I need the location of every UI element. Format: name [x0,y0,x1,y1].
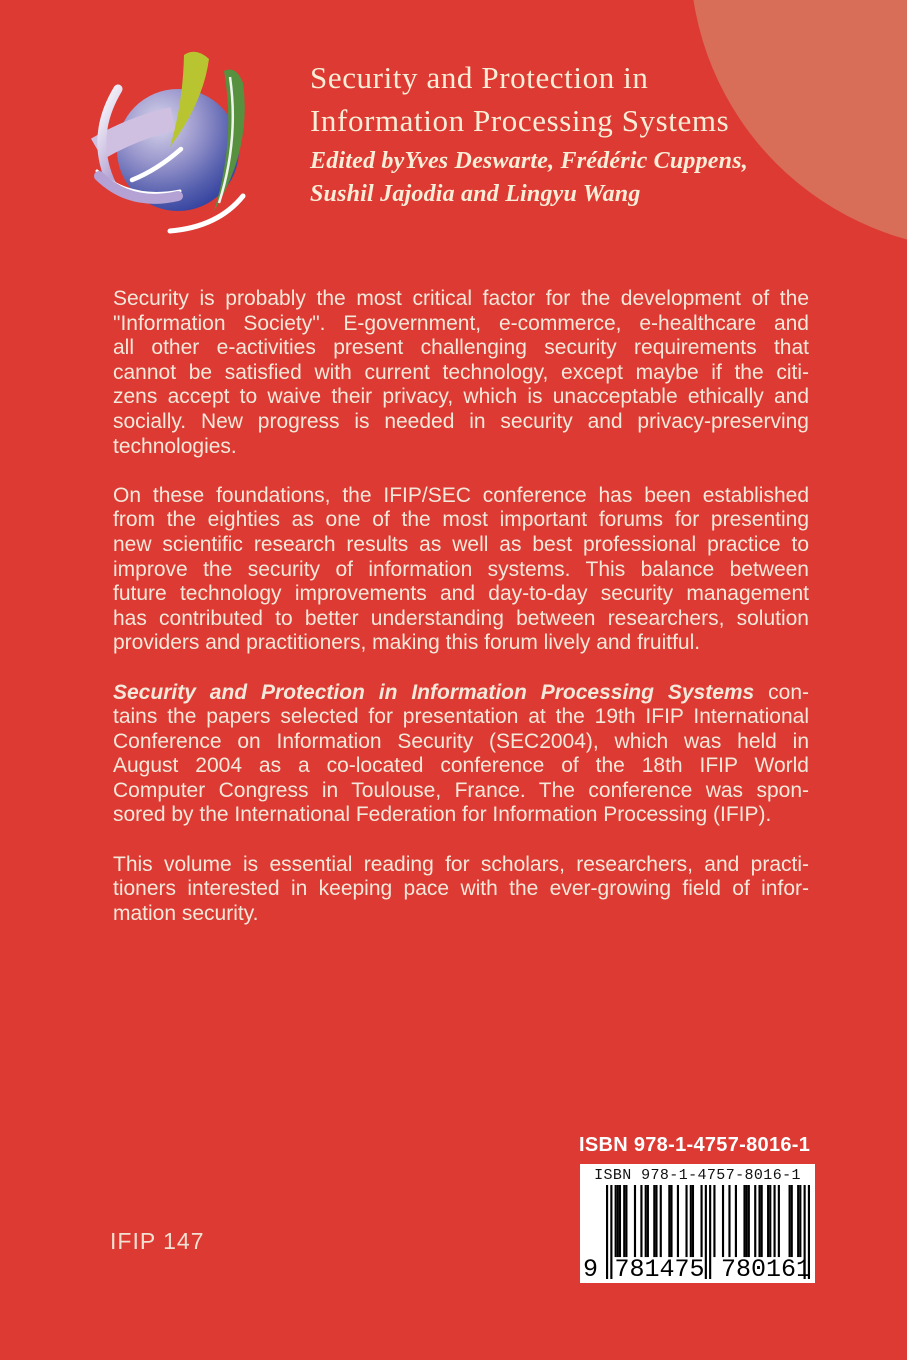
barcode-isbn-text: ISBN 978-1-4757-8016-1 [594,1167,801,1184]
isbn-label: ISBN 978-1-4757-8016-1 [579,1134,811,1156]
series-number: IFIP 147 [110,1228,205,1254]
editors-block [310,145,748,211]
text-line: tains the papers selected for presentation at the 19th IFIP International [113,705,809,729]
barcode-panel [580,1164,815,1283]
book-title-line-1: Security and Protection in [310,60,649,95]
editors-line-2: Sushil Jajodia and Lingyu Wang [310,181,641,207]
ifip-globe-logo [85,45,265,245]
barcode-digit-group: 9 [583,1255,599,1284]
text-line: This volume is essential reading for scholars, researchers, and practi- [113,852,809,876]
title-block [310,56,748,211]
text-line: technologies. [113,434,237,458]
text-line: mation security. [113,901,259,925]
text-line: socially. New progress is needed in security and privacy-preserving [113,409,809,433]
barcode-digits [583,1257,811,1283]
book-title-line-2: Information Processing Systems [310,103,730,138]
paragraph [113,681,809,829]
text-line: all other e-activities present challenging security requirements that [113,336,809,360]
text-line: cannot be satisfied with current technology, except maybe if the citi- [113,360,809,384]
text-line: zens accept to waive their privacy, which is unacceptable ethically and [113,385,809,409]
text-line: providers and practitioners, making this forum lively and fruitful. [113,631,701,655]
text-line: On these foundations, the IFIP/SEC conference has been established [113,483,809,507]
text-line: future technology improvements and day-to-day security management [113,582,809,606]
text-line: Conference on Information Security (SEC2004), which was held in [113,729,809,753]
text-line: Computer Congress in Toulouse, France. The conference was spon- [113,778,809,802]
text-line: tioners interested in keeping pace with the ever-growing field of infor- [113,877,809,901]
text-line: Security is probably the most critical factor for the development of the [113,287,809,310]
paragraph [113,484,809,656]
text-line: sored by the International Federation for Information Processing (IFIP). [113,803,772,827]
text-line: has contributed to better understanding between researchers, solution [113,606,809,630]
text-line: improve the security of information systems. This balance between [113,557,809,581]
paragraph [113,287,809,459]
text-line: new scientific research results as well as best professional practice to [113,532,809,556]
back-cover-text [113,287,809,951]
text-line: "Information Society". E-government, e-commerce, e-healthcare and [113,311,809,335]
paragraph [113,853,809,927]
text-line: August 2004 as a co-located conference of the 18th IFIP World [113,754,809,778]
barcode-digit-group: 780161 [720,1255,811,1284]
editors-line-1: Edited byYves Deswarte, Frédéric Cuppens, [310,148,748,174]
barcode-digit-group: 781475 [614,1255,705,1284]
text-line: from the eighties as one of the most important forums for presenting [113,508,809,532]
text-line: Security and Protection in Information Processing Systems con- [113,680,810,704]
